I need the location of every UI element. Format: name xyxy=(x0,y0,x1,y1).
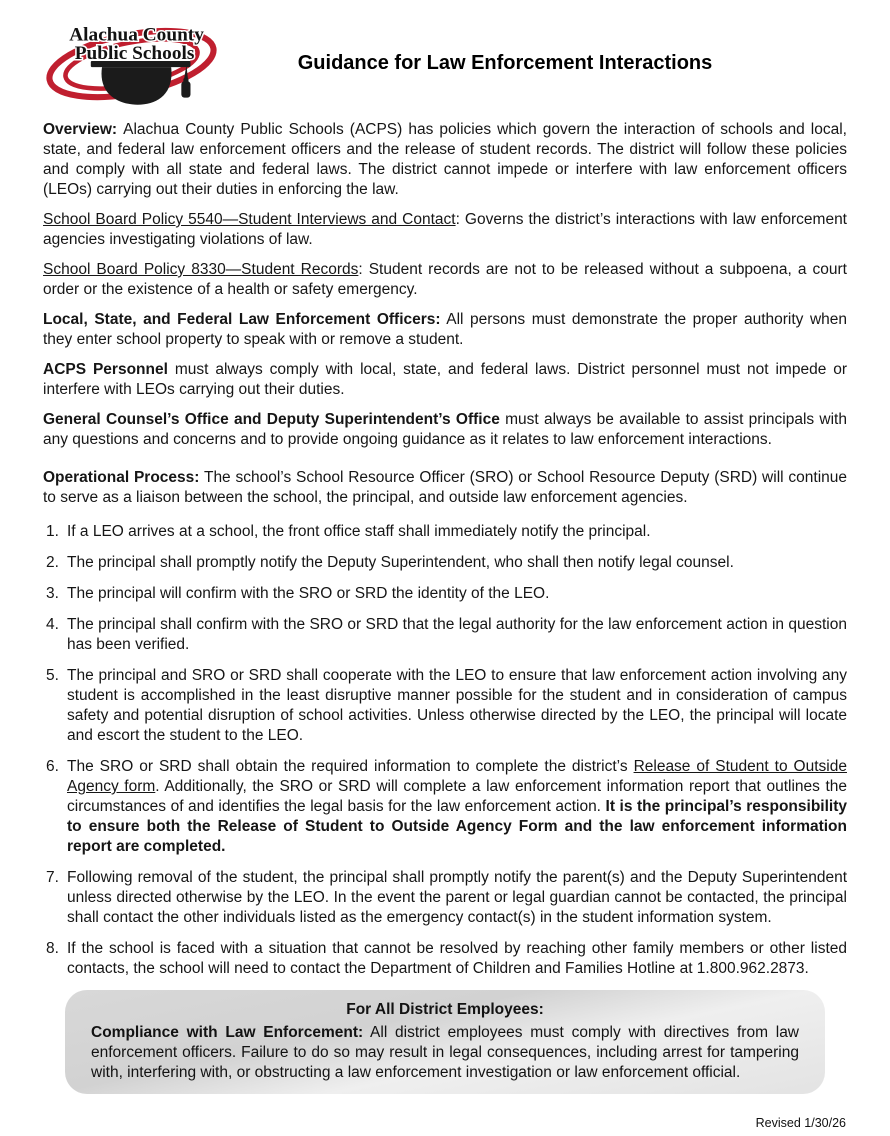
process-step-4 xyxy=(46,615,847,655)
text-segment: ACPS Personnel xyxy=(43,361,168,378)
step-text xyxy=(67,523,651,540)
policy-8330-link[interactable]: School Board Policy 8330—Student Records xyxy=(43,261,359,278)
text-segment: If a LEO arrives at a school, the front office staff shall immediately notify the principal. xyxy=(67,523,651,540)
paragraph-leo-authority xyxy=(43,310,847,350)
text-segment: If the school is faced with a situation that cannot be resolved by reaching other family members or other listed contacts, the school will need to contact the Department of Children and Families Hotline at 1.800.962.2873. xyxy=(67,940,847,977)
acps-logo-graphic xyxy=(43,16,221,110)
text-segment: The principal shall promptly notify the Deputy Superintendent, who shall then notify legal counsel. xyxy=(67,554,734,571)
release-form-link[interactable]: Release of Student to Outside Agency form xyxy=(67,758,847,795)
process-step-1 xyxy=(46,522,847,542)
document-header xyxy=(43,16,847,110)
text-segment: The principal will confirm with the SRO or SRD the identity of the LEO. xyxy=(67,585,550,602)
paragraph-overview xyxy=(43,120,847,200)
step-number: 1. xyxy=(46,523,59,540)
text-segment: All district employees must comply with directives from law enforcement officers. Failure to do so may result in legal consequences, including arrest for tampering with, interfering with, or obstructing a law enforcement investigation or law enforcement official. xyxy=(91,1024,800,1081)
text-segment: Overview: xyxy=(43,121,124,138)
text-segment: The SRO or SRD shall obtain the required information to complete the district’s xyxy=(67,758,634,775)
acps-logo xyxy=(43,16,221,110)
process-step-7 xyxy=(46,868,847,928)
callout-heading: For All District Employees: xyxy=(346,1001,544,1018)
step-number: 8. xyxy=(46,940,59,957)
logo-text-line2: Public Schools xyxy=(74,42,195,64)
step-number: 7. xyxy=(46,869,59,886)
step-text xyxy=(67,869,847,926)
step-text xyxy=(67,940,847,977)
paragraph-policy-5540 xyxy=(43,210,847,250)
text-segment: The school’s School Resource Officer (SRO) or School Resource Deputy (SRD) will continue to serve as a liaison between the school, the principal, and outside law enforcement agencies. xyxy=(43,469,848,506)
text-segment: General Counsel’s Office and Deputy Superintendent’s Office xyxy=(43,411,500,428)
paragraph-counsel-office xyxy=(43,410,847,450)
text-segment: Following removal of the student, the principal shall promptly notify the parent(s) and the Deputy Superintendent unless directed otherwise by the LEO. In the event the parent or legal guardian cannot be contacted, the principal shall contact the other individuals listed as the emergency contact(s) in the student information system. xyxy=(67,869,847,926)
text-segment: Alachua County Public Schools (ACPS) has policies which govern the interaction of schools and local, state, and federal law enforcement officers and the release of student records. The district will follow these policies and comply with all state and federal laws. The district cannot impede or interfere with law enforcement officers (LEOs) carrying out their duties in enforcing the law. xyxy=(43,121,847,198)
step-number: 4. xyxy=(46,616,59,633)
process-step-3 xyxy=(46,584,847,604)
text-segment: The principal shall confirm with the SRO or SRD that the legal authority for the law enforcement action in question has been verified. xyxy=(67,616,847,653)
process-step-2 xyxy=(46,553,847,573)
step-text xyxy=(67,554,734,571)
text-segment: It is the principal’s responsibility to ensure both the Release of Student to Outside Agency Form and the law enforcement information report are completed. xyxy=(67,798,847,855)
process-step-5 xyxy=(46,666,847,746)
text-segment: : Student records are not to be released without a subpoena, a court order or the existence of a health or safety emergency. xyxy=(43,261,847,298)
text-segment: Compliance with Law Enforcement: xyxy=(91,1024,364,1041)
step-number: 3. xyxy=(46,585,59,602)
text-segment: : Governs the district’s interactions with law enforcement agencies investigating violations of law. xyxy=(43,211,847,248)
logo-text-line1: Alachua County xyxy=(69,24,204,46)
paragraph-operational-process xyxy=(43,468,847,508)
step-text xyxy=(67,616,847,653)
text-segment: Local, State, and Federal Law Enforcement Officers: xyxy=(43,311,441,328)
text-segment: Operational Process: xyxy=(43,469,200,486)
paragraph-policy-8330 xyxy=(43,260,847,300)
text-segment: The principal and SRO or SRD shall cooperate with the LEO to ensure that law enforcement action involving any student is accomplished in the least disruptive manner possible for the student and in consideration of campus safety and potential disruption of school activities. Unless otherwise directed by the LEO, the principal will locate and escort the student to the LEO. xyxy=(67,667,847,744)
process-step-6 xyxy=(46,757,848,857)
text-segment: All persons must demonstrate the proper authority when they enter school property to speak with or remove a student. xyxy=(43,311,847,348)
callout-body xyxy=(91,1023,799,1083)
step-text xyxy=(67,585,549,602)
text-segment: must always comply with local, state, and federal laws. District personnel must not impede or interfere with LEOs carrying out their duties. xyxy=(43,361,848,398)
page-title: Guidance for Law Enforcement Interactions xyxy=(297,51,713,74)
step-number: 5. xyxy=(46,667,59,684)
employee-compliance-callout xyxy=(65,990,825,1094)
operational-steps-list xyxy=(43,522,847,979)
text-segment: . Additionally, the SRO or SRD will complete a law enforcement information report that outlines the circumstances of and identifies the legal basis for the law enforcement action. xyxy=(67,778,848,815)
step-text xyxy=(67,667,847,744)
process-step-8 xyxy=(46,939,847,979)
revision-note: Revised 1/30/26 xyxy=(755,1116,846,1130)
text-segment: must always be available to assist principals with any questions and concerns and to provide ongoing guidance as it relates to law enforcement interactions. xyxy=(43,411,847,448)
step-text xyxy=(67,758,847,855)
policy-5540-link[interactable]: School Board Policy 5540—Student Interviews and Contact xyxy=(43,211,456,228)
step-number: 2. xyxy=(46,554,59,571)
step-number: 6. xyxy=(46,758,59,775)
paragraph-acps-personnel xyxy=(43,360,847,400)
